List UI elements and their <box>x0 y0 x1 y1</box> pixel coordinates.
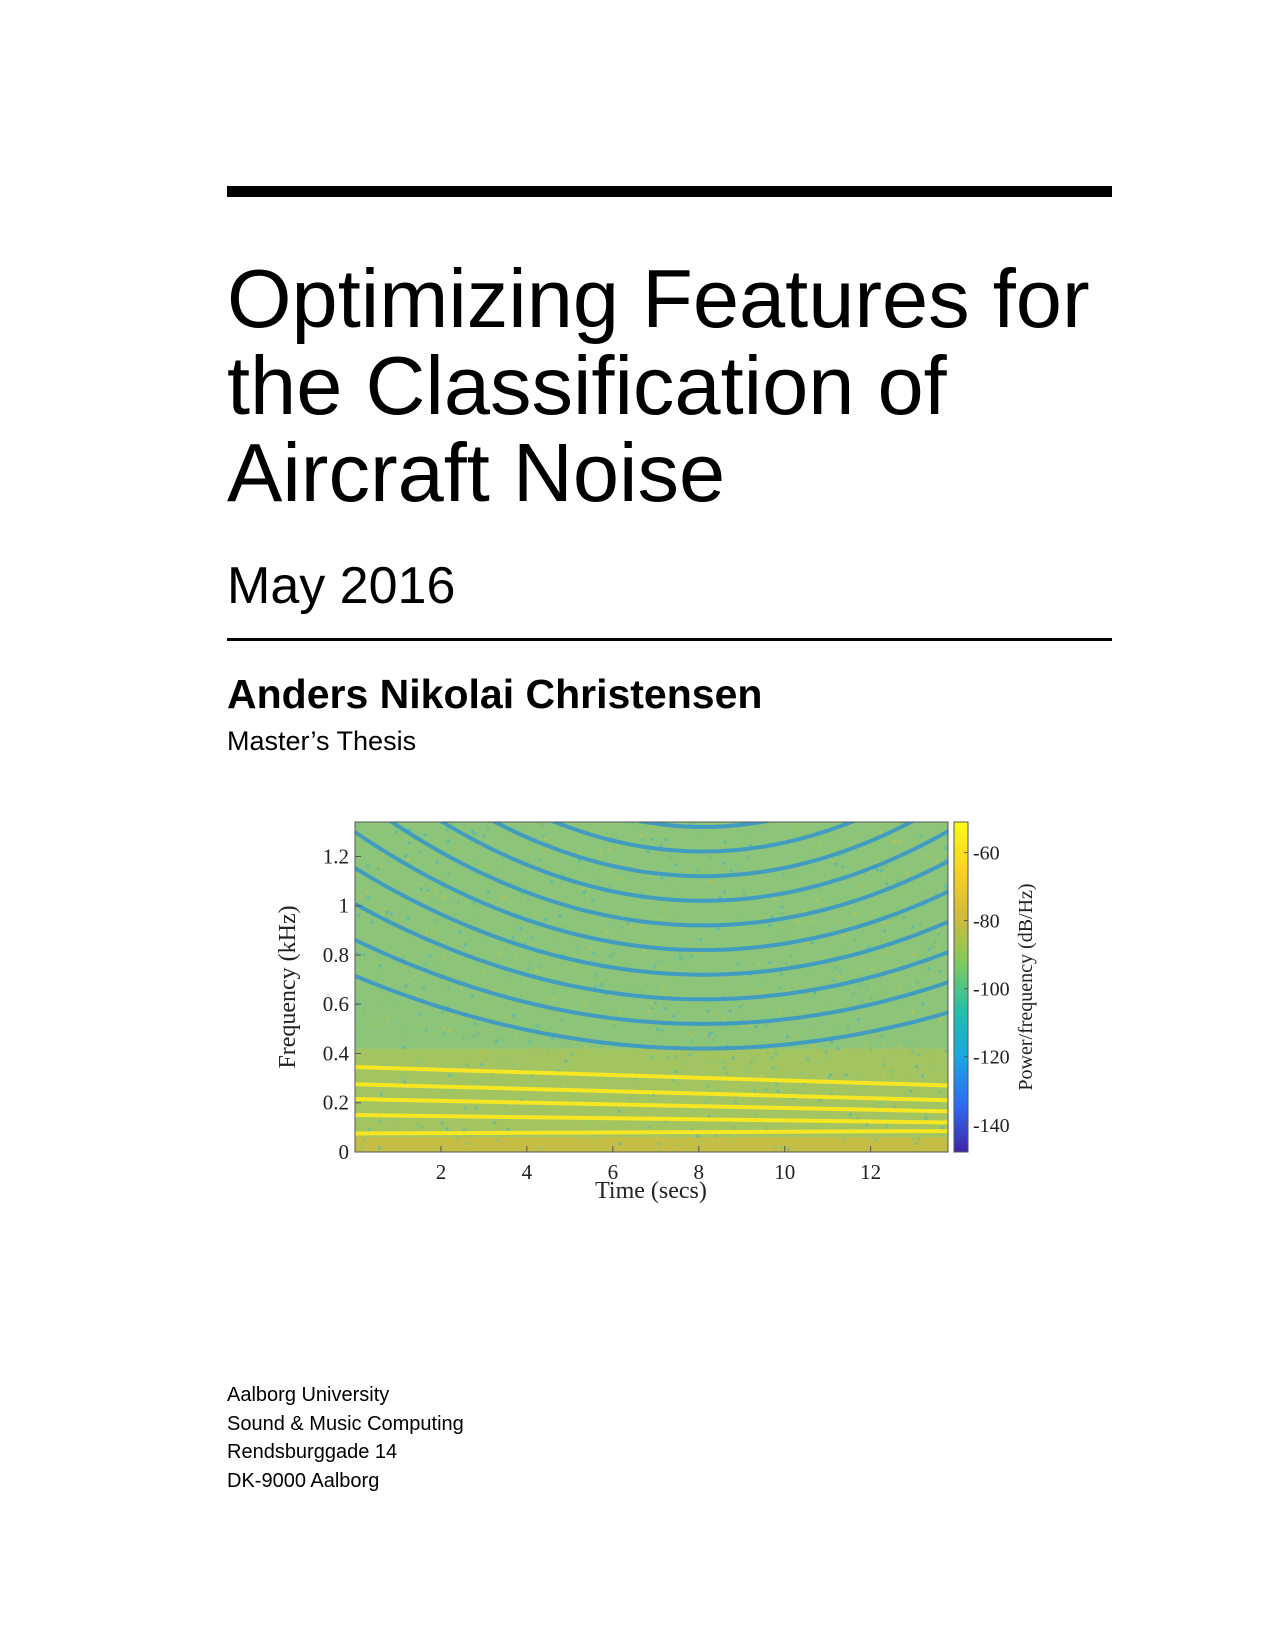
publication-date: May 2016 <box>227 557 456 615</box>
y-tick-label: 0.4 <box>322 1041 349 1066</box>
separator-rule <box>227 638 1112 641</box>
x-axis-label: Time (secs) <box>595 1178 707 1204</box>
x-tick-label: 6 <box>607 1160 619 1184</box>
address-line-street: Rendsburggade 14 <box>227 1441 398 1463</box>
colorbar <box>954 822 968 1152</box>
title-line-2: the Classification of <box>227 339 947 432</box>
y-tick-label: 0.8 <box>322 942 349 967</box>
author-name: Anders Nikolai Christensen <box>227 671 763 717</box>
x-tick-label: 12 <box>860 1160 882 1184</box>
document-type: Master’s Thesis <box>227 726 417 756</box>
spectrogram-plot-area <box>355 800 949 1155</box>
spectrogram-chart <box>270 800 1100 1250</box>
x-tick-label: 10 <box>774 1160 796 1184</box>
university-address <box>227 1381 464 1495</box>
colorbar-tick-label: -60 <box>973 842 1000 865</box>
y-tick-label: 1 <box>338 893 349 918</box>
address-line-university: Aalborg University <box>227 1384 390 1406</box>
colorbar-tick-label: -120 <box>973 1046 1010 1069</box>
colorbar-ticks <box>964 843 1010 1137</box>
title-line-3: Aircraft Noise <box>227 426 726 519</box>
lowest-frequency-band <box>355 1137 948 1152</box>
address-line-department: Sound & Music Computing <box>227 1412 464 1435</box>
colorbar-tick-label: -100 <box>973 978 1010 1001</box>
colorbar-label: Power/frequency (dB/Hz) <box>1015 883 1037 1091</box>
x-tick-label: 2 <box>435 1160 447 1184</box>
colorbar-tick-label: -80 <box>973 910 1000 933</box>
top-thick-rule <box>227 186 1112 197</box>
y-tick-label: 0.6 <box>322 992 349 1017</box>
tonal-line <box>355 1131 948 1133</box>
colorbar-tick-label: -140 <box>973 1114 1010 1137</box>
y-tick-label: 0.2 <box>322 1090 349 1115</box>
spectrogram-figure <box>270 800 1100 1250</box>
x-tick-label: 4 <box>521 1160 533 1184</box>
y-axis-label: Frequency (kHz) <box>275 905 301 1069</box>
title-line-1: Optimizing Features for <box>227 252 1090 345</box>
x-tick-label: 8 <box>693 1160 705 1184</box>
y-tick-label: 0 <box>338 1140 349 1164</box>
y-tick-label: 1.2 <box>322 844 349 869</box>
thesis-title <box>227 252 1127 519</box>
address-line-city: DK-9000 Aalborg <box>227 1469 380 1492</box>
interference-fringe <box>355 800 948 802</box>
